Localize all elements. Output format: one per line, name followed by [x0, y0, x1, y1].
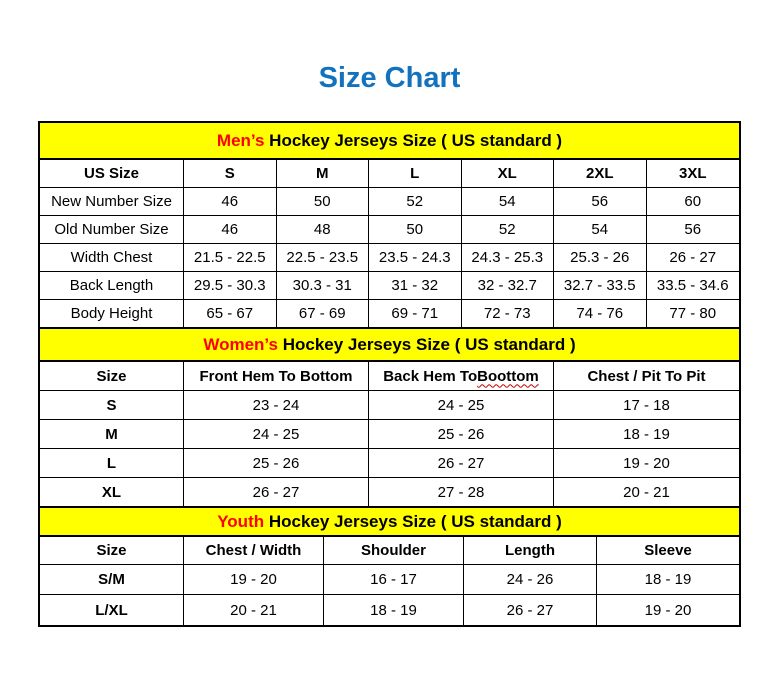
table-cell: 60 — [647, 188, 740, 216]
section-mens — [40, 123, 739, 328]
table-cell: 18 - 19 — [554, 420, 739, 449]
table-cell: 56 — [647, 216, 740, 244]
table-cell: 26 - 27 — [464, 595, 597, 625]
table-cell: 18 - 19 — [597, 565, 739, 595]
row-label: New Number Size — [40, 188, 184, 216]
table-cell: 50 — [277, 188, 370, 216]
table-cell: 25 - 26 — [184, 449, 369, 478]
row-label: L/XL — [40, 595, 184, 625]
table-cell: 72 - 73 — [462, 300, 555, 328]
table-cell: 21.5 - 22.5 — [184, 244, 277, 272]
table-cell: 24.3 - 25.3 — [462, 244, 555, 272]
youth-section-header-rest: Hockey Jerseys Size ( US standard ) — [264, 511, 562, 531]
section-youth — [40, 507, 739, 625]
table-cell: 67 - 69 — [277, 300, 370, 328]
womens-section-header — [40, 328, 739, 362]
table-cell: 25.3 - 26 — [554, 244, 647, 272]
table-row — [40, 391, 739, 420]
column-header: Shoulder — [324, 537, 464, 565]
table-cell: 69 - 71 — [369, 300, 462, 328]
table-row — [40, 244, 739, 272]
row-label: L — [40, 449, 184, 478]
table-cell: 18 - 19 — [324, 595, 464, 625]
table-cell: 56 — [554, 188, 647, 216]
row-label: S/M — [40, 565, 184, 595]
table-cell: 32.7 - 33.5 — [554, 272, 647, 300]
table-row — [40, 478, 739, 507]
column-header: Sleeve — [597, 537, 739, 565]
table-cell: 16 - 17 — [324, 565, 464, 595]
table-cell: 31 - 32 — [369, 272, 462, 300]
table-cell: 54 — [554, 216, 647, 244]
column-header: XL — [462, 160, 555, 188]
column-header: Size — [40, 537, 184, 565]
column-header: L — [369, 160, 462, 188]
table-cell: 48 — [277, 216, 370, 244]
table-cell: 30.3 - 31 — [277, 272, 370, 300]
youth-header-row — [40, 537, 739, 565]
table-cell: 26 - 27 — [184, 478, 369, 507]
table-row — [40, 420, 739, 449]
table-row — [40, 595, 739, 625]
table-cell: 24 - 26 — [464, 565, 597, 595]
table-cell: 24 - 25 — [369, 391, 554, 420]
table-row — [40, 449, 739, 478]
table-cell: 27 - 28 — [369, 478, 554, 507]
column-header-text: Back Hem To — [383, 367, 478, 385]
column-header: M — [277, 160, 370, 188]
column-header: US Size — [40, 160, 184, 188]
table-cell: 25 - 26 — [369, 420, 554, 449]
column-header: Chest / Pit To Pit — [554, 362, 739, 391]
table-row — [40, 216, 739, 244]
mens-section-header-highlight: Men’s — [216, 130, 265, 150]
youth-section-header — [40, 507, 739, 537]
column-header: 2XL — [554, 160, 647, 188]
table-cell: 46 — [184, 216, 277, 244]
table-cell: 52 — [369, 188, 462, 216]
mens-section-header — [40, 123, 739, 160]
table-cell: 26 - 27 — [647, 244, 740, 272]
womens-section-header-highlight: Women’s — [203, 334, 278, 354]
womens-section-header-rest: Hockey Jerseys Size ( US standard ) — [277, 334, 576, 354]
table-row — [40, 188, 739, 216]
womens-header-row — [40, 362, 739, 391]
size-chart-table — [38, 121, 741, 627]
column-header: 3XL — [647, 160, 740, 188]
table-cell: 24 - 25 — [184, 420, 369, 449]
table-cell: 33.5 - 34.6 — [647, 272, 740, 300]
section-womens — [40, 328, 739, 507]
table-cell: 77 - 80 — [647, 300, 740, 328]
page-title: Size Chart — [318, 62, 461, 94]
row-label: Width Chest — [40, 244, 184, 272]
table-cell: 22.5 - 23.5 — [277, 244, 370, 272]
column-header: Chest / Width — [184, 537, 324, 565]
column-header: S — [184, 160, 277, 188]
table-cell: 17 - 18 — [554, 391, 739, 420]
column-header: Size — [40, 362, 184, 391]
misspelled-word: Boottom — [477, 367, 539, 385]
table-cell: 54 — [462, 188, 555, 216]
table-cell: 19 - 20 — [554, 449, 739, 478]
row-label: S — [40, 391, 184, 420]
table-cell: 65 - 67 — [184, 300, 277, 328]
table-cell: 19 - 20 — [597, 595, 739, 625]
row-label: Old Number Size — [40, 216, 184, 244]
table-cell: 52 — [462, 216, 555, 244]
table-cell: 23.5 - 24.3 — [369, 244, 462, 272]
table-row — [40, 300, 739, 328]
table-cell: 20 - 21 — [184, 595, 324, 625]
row-label: XL — [40, 478, 184, 507]
table-cell: 20 - 21 — [554, 478, 739, 507]
row-label: M — [40, 420, 184, 449]
mens-header-row — [40, 160, 739, 188]
table-cell: 19 - 20 — [184, 565, 324, 595]
table-cell: 26 - 27 — [369, 449, 554, 478]
table-cell: 46 — [184, 188, 277, 216]
column-header: Length — [464, 537, 597, 565]
mens-section-header-rest: Hockey Jerseys Size ( US standard ) — [264, 130, 563, 150]
column-header: Front Hem To Bottom — [184, 362, 369, 391]
table-cell: 29.5 - 30.3 — [184, 272, 277, 300]
column-header — [369, 362, 554, 391]
table-row — [40, 272, 739, 300]
table-cell: 32 - 32.7 — [462, 272, 555, 300]
youth-section-header-highlight: Youth — [217, 511, 265, 531]
row-label: Body Height — [40, 300, 184, 328]
row-label: Back Length — [40, 272, 184, 300]
table-cell: 23 - 24 — [184, 391, 369, 420]
table-row — [40, 565, 739, 595]
table-cell: 74 - 76 — [554, 300, 647, 328]
table-cell: 50 — [369, 216, 462, 244]
